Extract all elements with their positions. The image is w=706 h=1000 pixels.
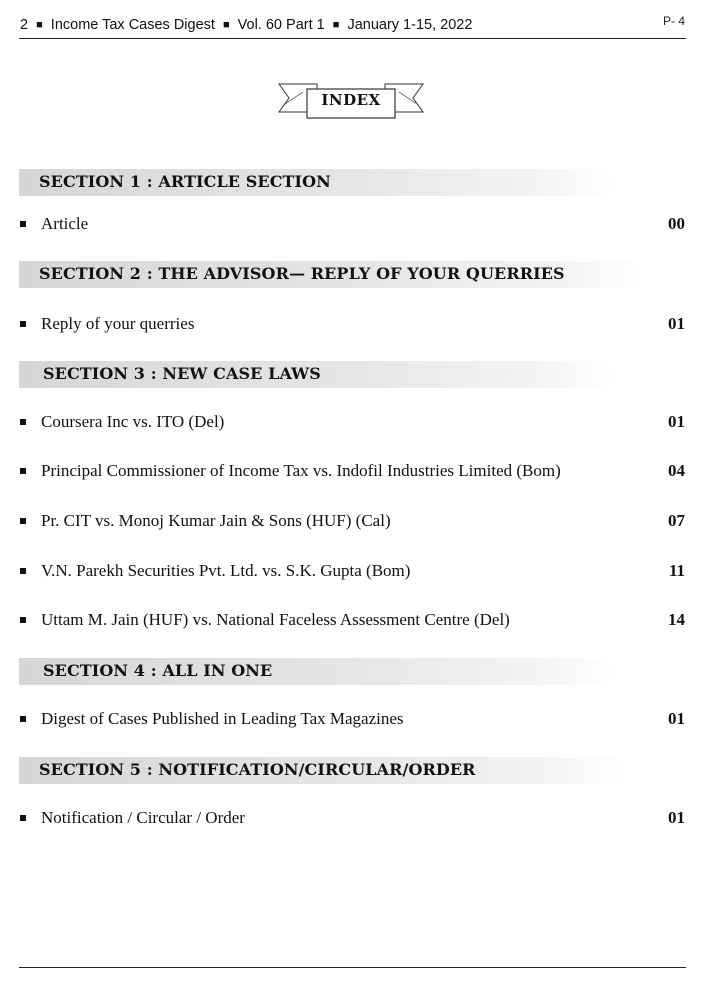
entry-page-number: 01: [668, 808, 685, 827]
entry-page-number: 11: [668, 561, 685, 580]
index-entry[interactable]: [19, 708, 686, 732]
index-entry[interactable]: [19, 213, 686, 237]
section-3-bar: [19, 361, 619, 388]
entry-title: Article: [41, 214, 89, 233]
entry-page-number: 01: [668, 412, 685, 431]
section-1-title: SECTION 1 : ARTICLE SECTION: [39, 172, 331, 191]
section-2-title: SECTION 2 : THE ADVISOR— REPLY OF YOUR QUERRIES: [39, 264, 565, 283]
bullet-icon: [20, 617, 26, 623]
folio: P- 4: [662, 14, 685, 28]
entry-page-number: 07: [668, 511, 685, 530]
entry-page-number: 04: [668, 461, 685, 480]
entry-title: Uttam M. Jain (HUF) vs. National Faceless Assessment Centre (Del): [41, 610, 510, 629]
index-entry[interactable]: [19, 313, 686, 337]
index-title: INDEX: [321, 91, 381, 109]
entry-title: Notification / Circular / Order: [41, 808, 245, 827]
section-3-title: SECTION 3 : NEW CASE LAWS: [43, 364, 321, 383]
footer-rule: [19, 967, 686, 968]
bullet-icon: [20, 419, 26, 425]
index-entry[interactable]: [19, 560, 686, 584]
header-rule: [19, 38, 686, 39]
index-entry[interactable]: [19, 411, 686, 435]
bullet-icon: [20, 221, 26, 227]
bullet-icon: [20, 468, 26, 474]
running-header: [20, 17, 472, 33]
entry-title: Principal Commissioner of Income Tax vs. Indofil Industries Limited (Bom): [41, 461, 561, 480]
entry-title: Reply of your querries: [41, 314, 195, 333]
section-4-bar: [19, 658, 619, 685]
bullet-icon: [20, 321, 26, 327]
entry-title: Digest of Cases Published in Leading Tax Magazines: [41, 709, 404, 728]
entry-page-number: 01: [668, 709, 685, 728]
index-entry[interactable]: [19, 609, 686, 633]
entry-page-number: 01: [668, 314, 685, 333]
entry-page-number: 14: [668, 610, 685, 629]
bullet-icon: [20, 568, 26, 574]
header-publication: Income Tax Cases Digest: [50, 17, 215, 33]
entry-title: Coursera Inc vs. ITO (Del): [41, 412, 225, 431]
header-volume: Vol. 60 Part 1: [237, 17, 325, 33]
entry-title: Pr. CIT vs. Monoj Kumar Jain & Sons (HUF) (Cal): [41, 511, 391, 530]
entry-page-number: 00: [668, 214, 685, 233]
header-separator-2: ■: [222, 19, 230, 31]
index-entry[interactable]: [19, 807, 686, 831]
entry-title: V.N. Parekh Securities Pvt. Ltd. vs. S.K. Gupta (Bom): [41, 561, 411, 580]
header-separator-1: ■: [36, 19, 43, 31]
header-separator-3: ■: [332, 19, 340, 31]
index-entry[interactable]: [19, 510, 686, 534]
section-5-title: SECTION 5 : NOTIFICATION/CIRCULAR/ORDER: [39, 760, 476, 779]
section-1-bar: [19, 169, 619, 196]
bullet-icon: [20, 716, 26, 722]
section-4-title: SECTION 4 : ALL IN ONE: [43, 661, 273, 680]
bullet-icon: [20, 518, 26, 524]
header-date: January 1-15, 2022: [347, 17, 473, 33]
index-entry[interactable]: [19, 460, 686, 484]
bullet-icon: [20, 815, 26, 821]
section-5-bar: [19, 757, 629, 784]
header-page-number: 2: [20, 17, 29, 33]
index-banner: [273, 82, 429, 122]
section-2-bar: [19, 261, 649, 288]
